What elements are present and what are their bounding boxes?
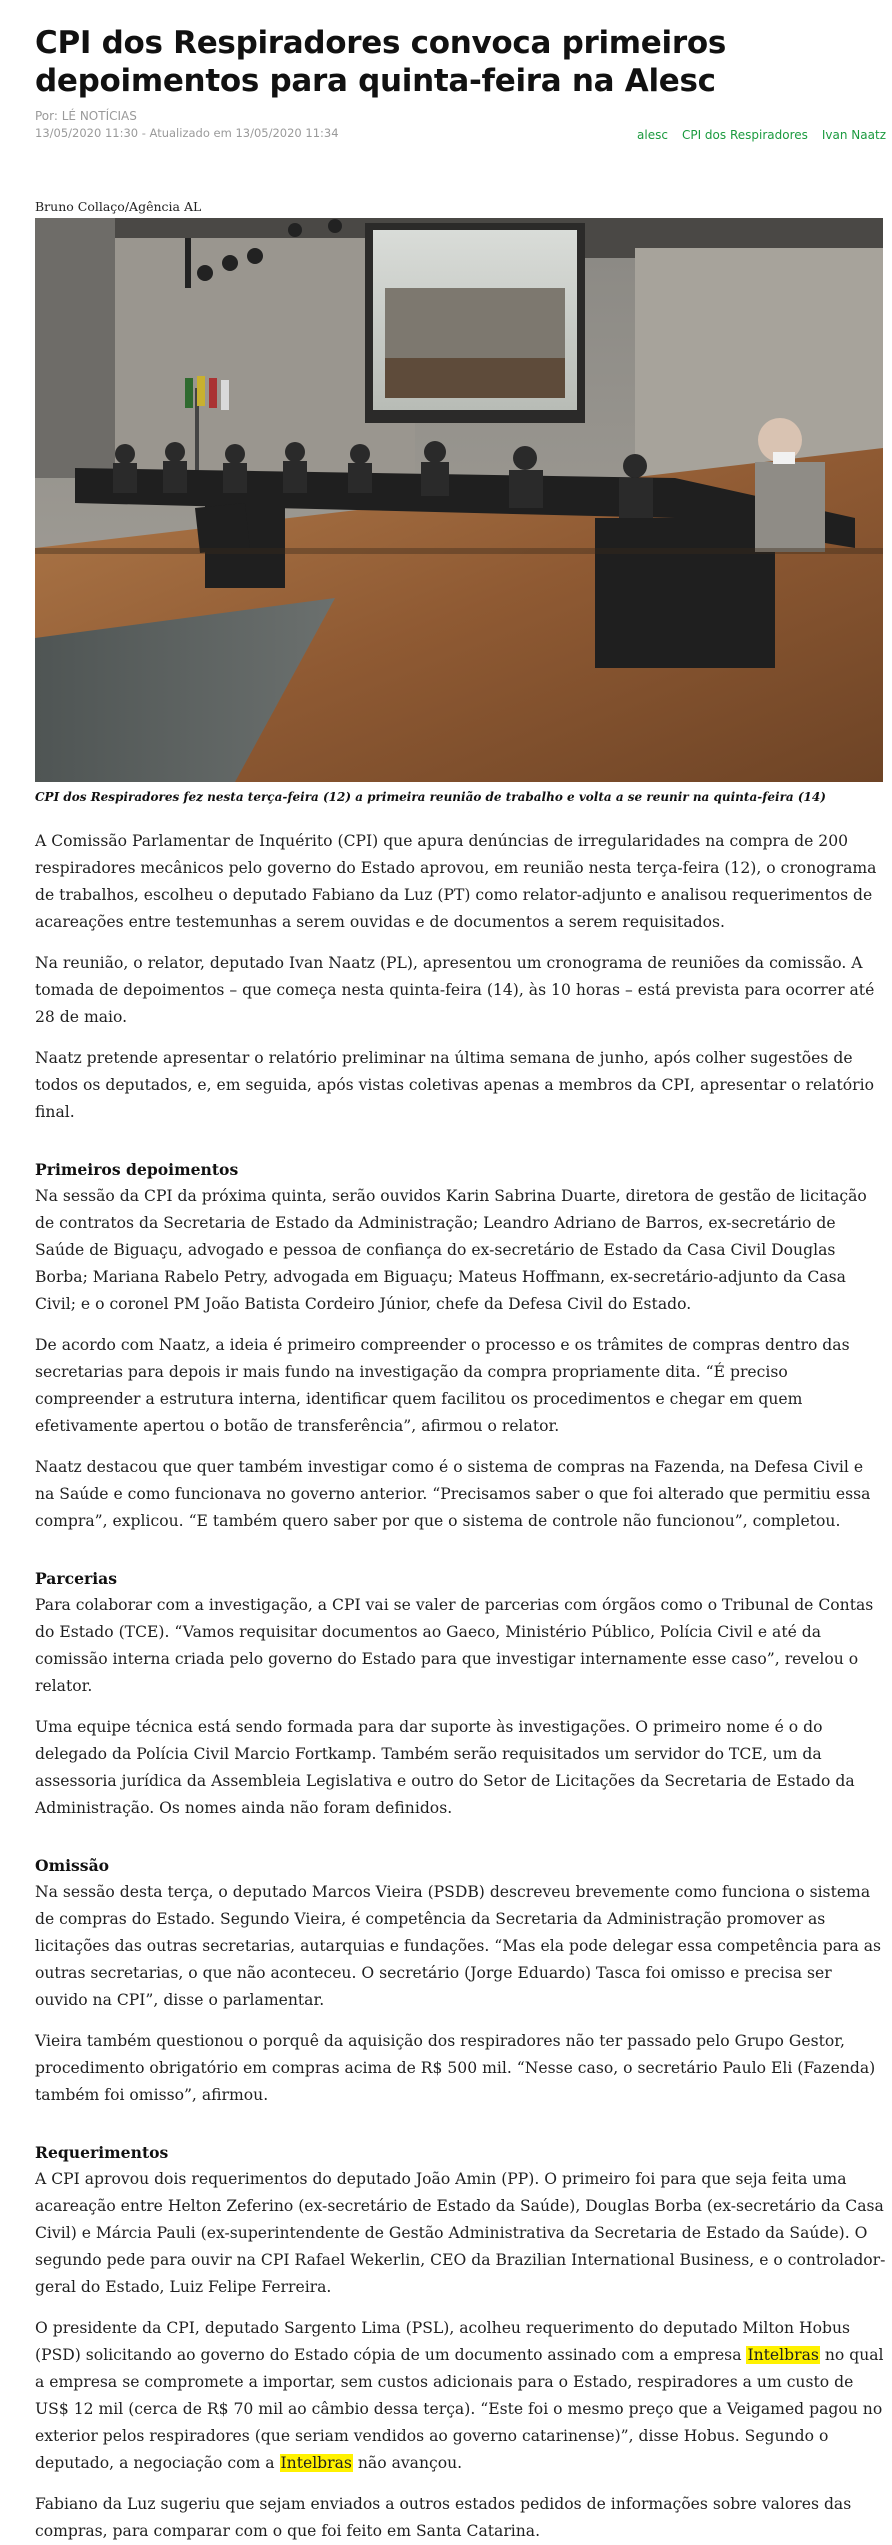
article-tags [637,128,886,142]
photo-caption: CPI dos Respiradores fez nesta terça-feira (12) a primeira reunião de trabalho e volta a se reunir na quinta-feira (14) [35,790,826,804]
paragraph: A CPI aprovou dois requerimentos do deputado João Amin (PP). O primeiro foi para que seja feita uma acareação entre Helton Zeferino (ex-secretário de Estado da Saúde), Douglas Borba (ex-secretário da Casa Civil) e Márcia Pauli (ex-superintendente de Gestão Administrativa da Secretaria de Estado da Saúde). O segundo pede para ouvir na CPI Rafael Wekerlin, CEO da Brazilian International Business, e o controlador-geral do Estado, Luiz Felipe Ferreira. [35,2170,886,2296]
highlighted-term: Intelbras [280,2454,352,2472]
section-heading: Primeiros depoimentos [35,1160,239,1179]
paragraph: Naatz destacou que quer também investigar como é o sistema de compras na Fazenda, na Defesa Civil e na Saúde e como funcionava no governo anterior. “Precisamos saber o que foi alterado que permitiu essa compra”, explicou. “E também quero saber por que o sistema de controle não funcionou”, completou. [35,1458,871,1530]
paragraph: Para colaborar com a investigação, a CPI vai se valer de parcerias com órgãos como o Tribunal de Contas do Estado (TCE). “Vamos requisitar documentos ao Gaeco, Ministério Público, Polícia Civil e até da comissão interna criada pelo governo do Estado para que investigar internamente esse caso”, revelou o relator. [35,1596,874,1695]
paragraph: Vieira também questionou o porquê da aquisição dos respiradores não ter passado pelo Grupo Gestor, procedimento obrigatório em compras acima de R$ 500 mil. “Nesse caso, o secretário Paulo Eli (Fazenda) também foi omisso”, afirmou. [35,2032,876,2104]
article-dates: 13/05/2020 11:30 - Atualizado em 13/05/2020 11:34 [35,126,339,140]
section-heading: Omissão [35,1856,110,1875]
paragraph: A Comissão Parlamentar de Inquérito (CPI) que apura denúncias de irregularidades na compra de 200 respiradores mecânicos pelo governo do Estado aprovou, em reunião nesta terça-feira (12), o cronograma de trabalhos, escolheu o deputado Fabiano da Luz (PT) como relator-adjunto e analisou requerimentos de acareações entre testemunhas a serem ouvidas e de documentos a serem requisitados. [35,832,877,931]
tag-link[interactable]: Ivan Naatz [821,128,886,142]
tag-link[interactable]: CPI dos Respiradores [681,128,808,142]
paragraph [35,2315,887,2477]
article-byline: Por: LÉ NOTÍCIAS [35,109,137,123]
article-photo [35,218,883,782]
paragraph-text: não avançou. [352,2454,463,2472]
section-heading: Parcerias [35,1569,118,1588]
hearing-room-photo [35,218,883,782]
paragraph: Na sessão da CPI da próxima quinta, serão ouvidos Karin Sabrina Duarte, diretora de gestão de licitação de contratos da Secretaria de Estado da Administração; Leandro Adriano de Barros, ex-secretário de Saúde de Biguaçu, advogado e pessoa de confiança do ex-secretário de Estado da Casa Civil Douglas Borba; Mariana Rabelo Petry, advogada em Biguaçu; Mateus Hoffmann, ex-secretário-adjunto da Casa Civil; e o coronel PM João Batista Cordeiro Júnior, chefe da Defesa Civil do Estado. [35,1187,867,1313]
paragraph-text: O presidente da CPI, deputado Sargento Lima (PSL), acolheu requerimento do deputado Milton Hobus (PSD) solicitando ao governo do Estado cópia de um documento assinado com a empresa [35,2319,851,2364]
paragraph-text: no qual a empresa se compromete a importar, sem custos adicionais para o Estado, respiradores a um custo de US$ 12 mil (cerca de R$ 70 mil ao câmbio dessa terça). “Este foi o mesmo preço que a Veigamed pagou no exterior pelos respiradores (que seriam vendidos ao governo catarinense)”, disse Hobus. Segundo o deputado, a negociação com a [35,2346,884,2472]
photo-credit: Bruno Collaço/Agência AL [35,199,202,214]
paragraph: Naatz pretende apresentar o relatório preliminar na última semana de junho, após colher sugestões de todos os deputados, e, em seguida, após vistas coletivas apenas a membros da CPI, apresentar o relatório final. [35,1049,874,1121]
article-body [35,828,887,2545]
section-heading: Requerimentos [35,2143,169,2162]
paragraph: Na reunião, o relator, deputado Ivan Naatz (PL), apresentou um cronograma de reuniões da comissão. A tomada de depoimentos – que começa nesta quinta-feira (14), às 10 horas – está prevista para ocorrer até 28 de maio. [35,954,875,1026]
paragraph: Fabiano da Luz sugeriu que sejam enviados a outros estados pedidos de informações sobre valores das compras, para comparar com o que foi feito em Santa Catarina. [35,2495,852,2540]
paragraph: Na sessão desta terça, o deputado Marcos Vieira (PSDB) descreveu brevemente como funciona o sistema de compras do Estado. Segundo Vieira, é competência da Secretaria da Administração promover as licitações das outras secretarias, autarquias e fundações. “Mas ela pode delegar essa competência para as outras secretarias, o que não aconteceu. O secretário (Jorge Eduardo) Tasca foi omisso e precisa ser ouvido na CPI”, disse o parlamentar. [35,1883,882,2009]
paragraph: Uma equipe técnica está sendo formada para dar suporte às investigações. O primeiro nome é o do delegado da Polícia Civil Marcio Fortkamp. Também serão requisitados um servidor do TCE, um da assessoria jurídica da Assembleia Legislativa e outro do Setor de Licitações da Secretaria de Estado da Administração. Os nomes ainda não foram definidos. [35,1718,855,1817]
highlighted-term: Intelbras [747,2346,819,2364]
article-meta [35,108,892,144]
tag-link[interactable]: alesc [637,128,668,142]
paragraph: De acordo com Naatz, a ideia é primeiro compreender o processo e os trâmites de compras dentro das secretarias para depois ir mais fundo na investigação da compra propriamente dita. “É preciso compreender a estrutura interna, identificar quem facilitou os procedimentos e chegar em quem efetivamente apertou o botão de transferência”, afirmou o relator. [35,1336,850,1435]
article-title: CPI dos Respiradores convoca primeiros depoimentos para quinta-feira na Alesc [35,25,726,99]
